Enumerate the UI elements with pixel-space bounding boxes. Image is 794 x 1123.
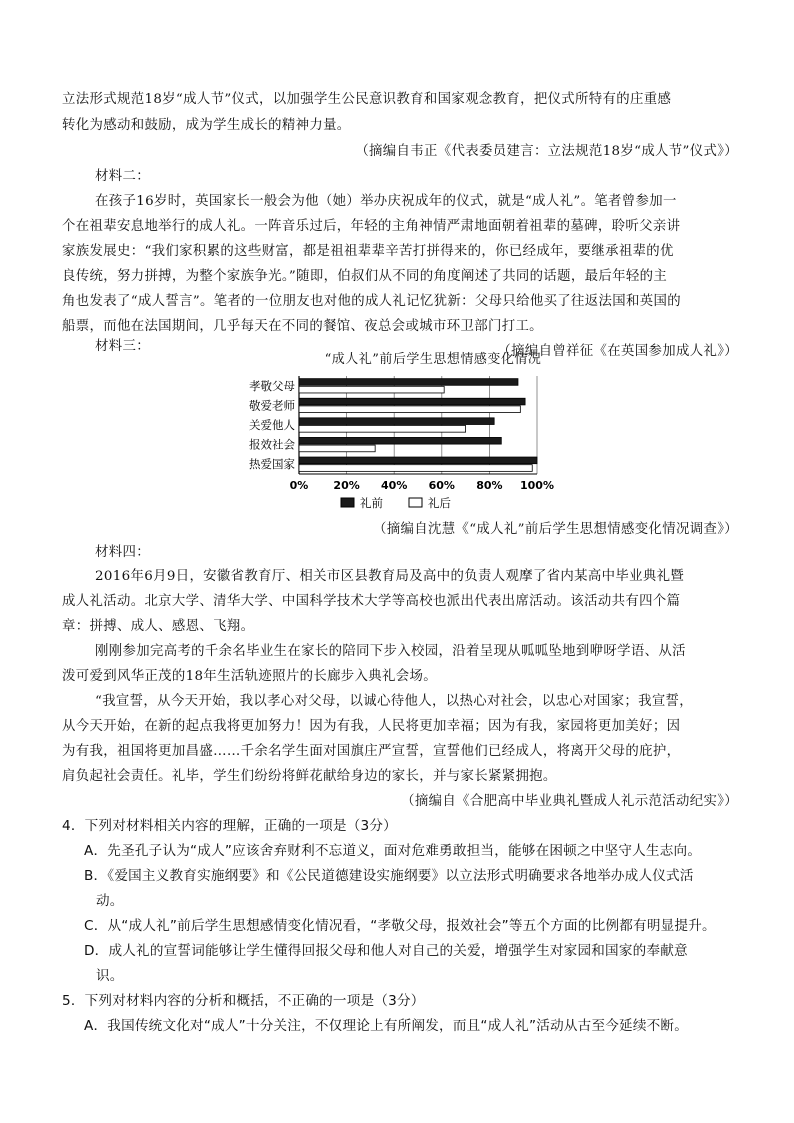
bar-chart (225, 348, 585, 518)
text-line: 为有我，祖国将更加昌盛……千余名学生面对国旗庄严宣誓，宣誓他们已经成人，将离开父母的庇护， (62, 744, 681, 759)
text-line: 良传统，努力拼搏，为整个家族争光。”随即，伯叔们从不同的角度阐述了共同的话题，最后年轻的主 (62, 269, 668, 284)
bar-after (299, 445, 375, 452)
x-tick-label: 20% (333, 479, 360, 492)
x-tick-label: 100% (520, 479, 554, 492)
bar-before (299, 457, 537, 464)
legend-swatch (409, 498, 422, 507)
source-citation: （摘编自曾祥征《在英国参加成人礼》） (497, 344, 738, 359)
text-line: 船票，而他在法国期间，几乎每天在不同的餐馆、夜总会或城市环卫部门打工。 (62, 319, 543, 334)
source-citation: （摘编自韦正《代表委员建言：立法规范18岁“成人节”仪式》） (355, 144, 738, 159)
option-4c: C．从“成人礼”前后学生思想感情变化情况看，“孝敬父母，报效社会”等五个方面的比例都有明显提升。 (84, 918, 716, 934)
x-tick-label: 0% (289, 479, 309, 492)
text-line: 章：拼搏、成人、感恩、飞翔。 (62, 619, 255, 634)
option-4d: D．成人礼的宣誓词能够让学生懂得回报父母和他人对自己的关爱，增强学生对家园和国家的奉献意 (84, 943, 688, 959)
text-line: 从今天开始，在新的起点我将更加努力！因为有我，人民将更加幸福；因为有我，家园将更加美好；因 (62, 719, 681, 734)
chart-plot (225, 348, 585, 518)
x-tick-label: 40% (381, 479, 408, 492)
text-line: “我宣誓，从今天开始，我以孝心对父母，以诚心待他人，以热心对社会，以忠心对国家；我宣誓， (95, 694, 694, 709)
source-citation: （摘编自沈慧《“成人礼”前后学生思想情感变化情况调查》） (373, 522, 738, 537)
material-heading: 材料二： (95, 169, 150, 184)
bar-before (299, 418, 494, 425)
text-line: 泼可爱到风华正茂的18年生活轨迹照片的长廊步入典礼会场。 (62, 669, 437, 684)
question-5: 5．下列对材料内容的分析和概括，不正确的一项是（3分） (62, 993, 425, 1009)
bar-after (299, 386, 444, 393)
text-line: 肩负起社会责任。礼毕，学生们纷纷将鲜花献给身边的家长，并与家长紧紧拥抱。 (62, 769, 557, 784)
y-category-label: 热爱国家 (249, 457, 295, 472)
option-5a: A．我国传统文化对“成人”十分关注，不仅理论上有所阐发，而且“成人礼”活动从古至今延续不断。 (84, 1018, 689, 1034)
legend-label: 礼前 (360, 496, 383, 510)
material-heading: 材料四： (95, 545, 150, 560)
bar-after (299, 406, 520, 413)
x-tick-label: 60% (428, 479, 455, 492)
text-line: 2016年6月9日，安徽省教育厅、相关市区县教育局及高中的负责人观摩了省内某高中毕业典礼暨 (95, 569, 685, 584)
text-line: 立法形式规范18岁“成人节”仪式，以加强学生公民意识教育和国家观念教育，把仪式所特有的庄重感 (62, 92, 672, 107)
bar-before (299, 437, 501, 444)
text-line: 成人礼活动。北京大学、清华大学、中国科学技术大学等高校也派出代表出席活动。该活动共有四个篇 (62, 594, 681, 609)
x-tick-label: 80% (476, 479, 503, 492)
option-4b: B．《爱国主义教育实施纲要》和《公民道德建设实施纲要》以立法形式明确要求各地举办成人仪式活 (84, 868, 694, 884)
text-line: 转化为感动和鼓励，成为学生成长的精神力量。 (62, 118, 351, 133)
option-4d-cont: 识。 (96, 968, 124, 984)
legend-swatch (341, 498, 354, 507)
y-category-label: 关爱他人 (249, 418, 295, 432)
bar-before (299, 379, 518, 386)
bar-after (299, 426, 466, 433)
bar-after (299, 465, 532, 472)
y-category-label: 报效社会 (249, 437, 295, 452)
chart-title: “成人礼”前后学生思想情感变化情况 (324, 352, 542, 367)
text-line: 在孩子16岁时，英国家长一般会为他（她）举办庆祝成年的仪式，就是“成人礼”。笔者曾参加一 (95, 194, 677, 209)
legend-label: 礼后 (428, 496, 451, 510)
bar-before (299, 398, 525, 405)
text-line: 个在祖辈安息地举行的成人礼。一阵音乐过后，年轻的主角神情严肃地面朝着祖辈的墓碑，聆听父亲讲 (62, 219, 681, 234)
y-category-label: 孝敬父母 (249, 378, 295, 393)
y-category-label: 敬爱老师 (249, 398, 295, 413)
text-line: 角也发表了“成人誓言”。笔者的一位朋友也对他的成人礼记忆犹新：父母只给他买了往返法国和英国的 (62, 294, 681, 309)
option-4a: A．先圣孔子认为“成人”应该舍弃财利不忘道义，面对危难勇敢担当，能够在困顿之中坚守人生志向。 (84, 843, 702, 859)
text-line: 刚刚参加完高考的千余名毕业生在家长的陪同下步入校园，沿着呈现从呱呱坠地到咿呀学语、从活 (95, 644, 686, 659)
text-line: 家族发展史：“我们家积累的这些财富，都是祖祖辈辈辛苦打拼得来的，你已经成年，要继承祖辈的优 (62, 244, 674, 259)
source-citation: （摘编自《合肥高中毕业典礼暨成人礼示范活动纪实》） (401, 794, 738, 809)
question-4: 4．下列对材料相关内容的理解，正确的一项是（3分） (62, 818, 397, 834)
option-4b-cont: 动。 (96, 893, 124, 909)
material-heading: 材料三： (95, 339, 150, 354)
